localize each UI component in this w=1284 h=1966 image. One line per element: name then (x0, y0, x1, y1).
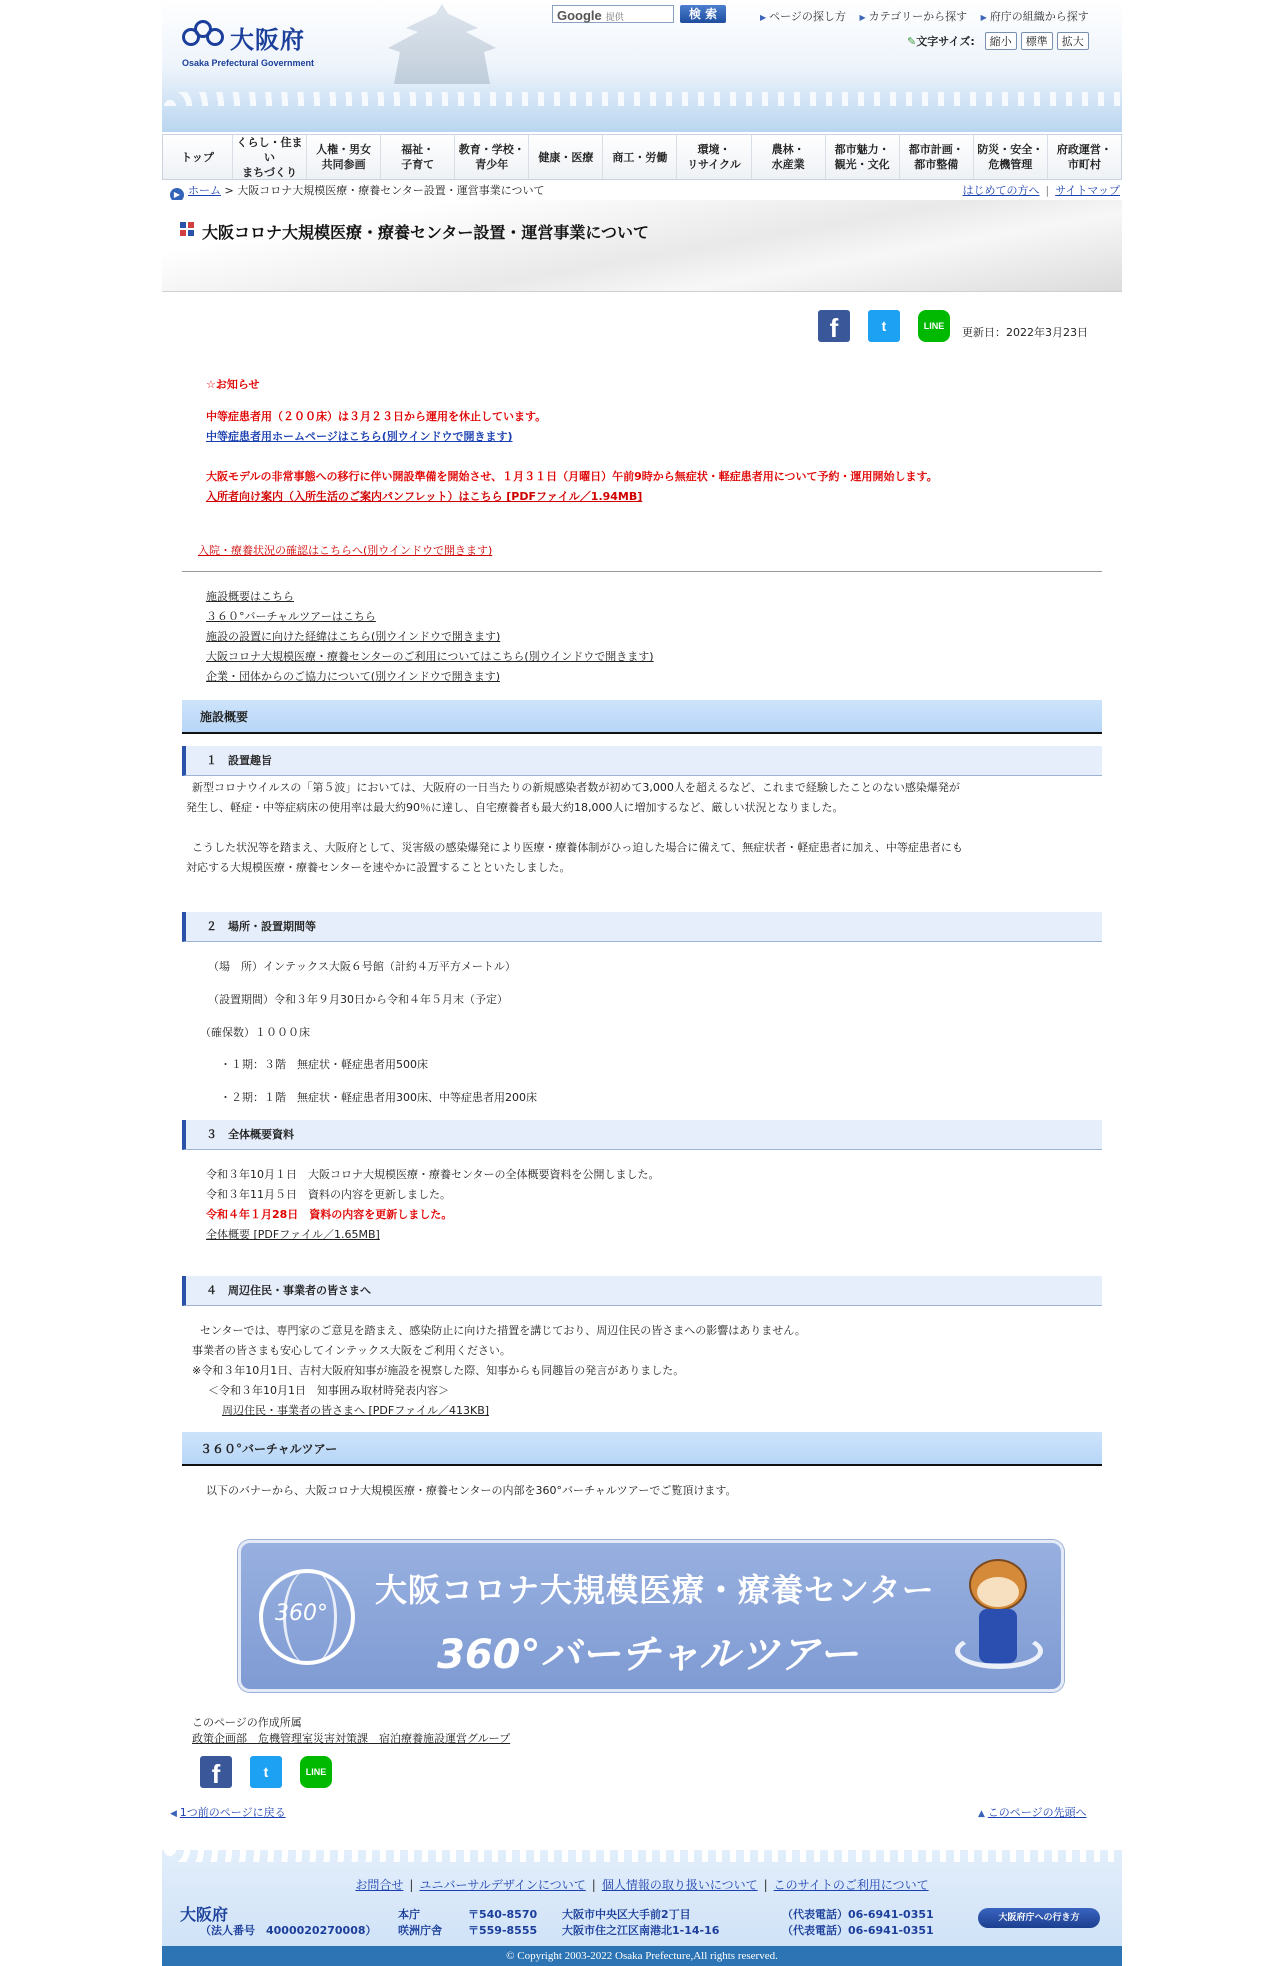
site-footer (162, 1850, 1122, 1966)
banner-title: 大阪コロナ大規模医療・療養センター (375, 1571, 935, 1609)
breadcrumb-current: 大阪コロナ大規模医療・療養センター設置・運営事業について (237, 184, 545, 197)
page-title: 大阪コロナ大規模医療・療養センター設置・運営事業について (202, 223, 650, 242)
breadcrumb (170, 182, 1120, 200)
materials-update-1: 令和３年10月１日 大阪コロナ大規模医療・療養センターの全体概要資料を公開しました。 (206, 1168, 660, 1181)
separator: | (763, 1878, 768, 1892)
nav-item-environment[interactable]: 環境・ リサイクル (677, 135, 751, 179)
residents-line-4: ＜令和３年10月1日 知事囲み取材時発表内容＞ (208, 1384, 449, 1397)
access-button[interactable]: 大阪府庁への行き方 (978, 1908, 1100, 1928)
overview-pdf-link[interactable]: 全体概要 [PDFファイル／1.65MB] (206, 1228, 380, 1241)
location-beds: （確保数）１０００床 (200, 1026, 310, 1039)
font-size-control (907, 32, 1089, 50)
search-input[interactable] (552, 5, 674, 23)
header-wave-decoration (162, 92, 1122, 106)
location-phase-2: ・２期：１階 無症状・軽症患者用300床、中等症患者用200床 (220, 1091, 537, 1104)
nav-item-urban-planning[interactable]: 都市計画・ 都市整備 (900, 135, 974, 179)
footer-org-name: 大阪府 (180, 1905, 229, 1924)
subsection-heading-materials: ３ 全体概要資料 (182, 1120, 1102, 1150)
footer-tel-2: （代表電話）06-6941-0351 (782, 1924, 934, 1937)
virtual-tour-banner[interactable] (238, 1540, 1064, 1692)
nav-item-disaster[interactable]: 防災・安全・ 危機管理 (974, 135, 1048, 179)
purpose-paragraph-1: 新型コロナウイルスの「第５波」においては、大阪府の一日当たりの新規感染者数が初めて3,000人を超えるなど、これまで経験したことのない感染爆発が 発生し、軽症・中等症病床の使用率は最大約90％に達し、自宅療養者も最大約18,000人に増加するなど、厳しい状況となりました。 (186, 781, 960, 814)
purpose-paragraph-2: こうした状況等を踏まえ、大阪府として、災害級の感染爆発により医療・療養体制がひっ迫した場合に備えて、無症状者・軽症患者に加え、中等症患者にも 対応する大規模医療・療養センターを速やかに設置することといたしました。 (186, 841, 963, 874)
author-label: このページの作成所属 (192, 1716, 302, 1729)
materials-update-3: 令和４年１月28日 資料の内容を更新しました。 (206, 1208, 453, 1221)
top-links (760, 8, 1099, 24)
nav-item-health[interactable]: 健康・医療 (529, 135, 603, 179)
materials-update-2: 令和３年11月５日 資料の内容を更新しました。 (206, 1188, 451, 1201)
footer-link-universal-design[interactable]: ユニバーサルデザインについて (419, 1878, 586, 1892)
updated-date: 更新日：2022年3月23日 (962, 326, 1088, 339)
footer-zip-2: 〒559-8555 (468, 1924, 538, 1937)
copyright: © Copyright 2003-2022 Osaka Prefecture,All rights reserved. (162, 1946, 1122, 1966)
triangle-right-icon: ▶ (859, 13, 866, 22)
breadcrumb-home-link[interactable]: ホーム (188, 184, 221, 197)
site-logo[interactable] (182, 18, 342, 74)
title-bar (162, 200, 1122, 292)
page-top-link[interactable]: ▲ このページの先頭へ (978, 1806, 1087, 1819)
footer-link-privacy[interactable]: 個人情報の取り扱いについて (601, 1878, 758, 1892)
google-brand: Google (557, 8, 602, 23)
nav-item-human-rights[interactable]: 人権・男女 共同参画 (307, 135, 381, 179)
nav-item-administration[interactable]: 府政運営・ 市町村 (1048, 135, 1121, 179)
banner-360-label: 360° (275, 1601, 328, 1626)
line-icon[interactable]: LINE (300, 1756, 332, 1788)
page (162, 0, 1122, 1966)
footer-wave-decoration (162, 1850, 1122, 1862)
banner-subtitle: 360°バーチャルツアー (437, 1632, 859, 1678)
font-size-large-button[interactable]: 拡大 (1057, 32, 1089, 50)
back-link[interactable]: ◀ 1つ前のページに戻る (170, 1806, 286, 1819)
footer-link-terms[interactable]: このサイトのご利用について (773, 1878, 929, 1892)
footer-tel-1: （代表電話）06-6941-0351 (782, 1908, 934, 1921)
triangle-up-icon: ▲ (978, 1809, 988, 1819)
subsection-heading-residents: ４ 周辺住民・事業者の皆さまへ (182, 1276, 1102, 1306)
global-nav (162, 134, 1122, 180)
location-phase-1: ・１期：３階 無症状・軽症患者用500床 (220, 1058, 428, 1071)
logo-subtitle: Osaka Prefectural Government (182, 58, 315, 68)
nav-item-top[interactable]: トップ (163, 135, 233, 179)
footer-link-contact[interactable]: お問合せ (355, 1878, 404, 1892)
subsection-heading-purpose: １ 設置趣旨 (182, 746, 1102, 776)
facebook-icon[interactable]: f (200, 1756, 232, 1788)
guide-pdf-link[interactable]: 入所者向け案内（入所生活のご案内パンフレット）はこちら [PDFファイル／1.94MB] (206, 490, 643, 503)
osaka-castle-image (382, 4, 502, 84)
footer-corporate-number: （法人番号 4000020270008） (200, 1924, 377, 1937)
font-size-label: 文字サイズ: (916, 35, 975, 48)
index-link-cooperation[interactable]: 企業・団体からのご協力について(別ウインドウで開きます) (206, 670, 501, 683)
virtual-tour-text: 以下のバナーから、大阪コロナ大規模医療・療養センターの内部を360°バーチャルツアーでご覧頂けます。 (206, 1484, 737, 1497)
moderate-patients-link[interactable]: 中等症患者用ホームページはこちら(別ウインドウで開きます) (206, 430, 513, 443)
facebook-icon[interactable]: f (818, 310, 850, 342)
triangle-right-icon: ▶ (980, 13, 987, 22)
title-squares-icon (180, 222, 194, 236)
index-link-background[interactable]: 施設の設置に向けた経緯はこちら(別ウインドウで開きます) (206, 630, 501, 643)
twitter-icon[interactable]: t (868, 310, 900, 342)
top-link-organization[interactable]: ▶ 府庁の組織から探す (980, 10, 1089, 23)
font-size-normal-button[interactable]: 標準 (1021, 32, 1053, 50)
section-heading-overview: 施設概要 (182, 700, 1102, 734)
index-link-usage[interactable]: 大阪コロナ大規模医療・療養センターのご利用についてはこちら(別ウインドウで開きます) (206, 650, 654, 663)
logo-text: 大阪府 (230, 26, 305, 54)
pen-icon: ✎ (907, 35, 917, 48)
notice-heading: ☆お知らせ (206, 378, 260, 391)
divider (182, 571, 1102, 572)
footer-address-2: 大阪市住之江区南港北1-14-16 (562, 1924, 720, 1937)
site-header (162, 0, 1122, 132)
nav-item-welfare[interactable]: 福祉・ 子育て (381, 135, 455, 179)
location-place: （場 所）インテックス大阪６号館（計約４万平方メートル） (208, 960, 516, 973)
line-icon[interactable]: LINE (918, 310, 950, 342)
breadcrumb-separator: > (221, 184, 238, 197)
notice-line-open: 大阪モデルの非常事態への移行に伴い開設準備を開始させ、１月３１日（月曜日）午前9時から無症状・軽症患者用について予約・運用開始します。 (206, 470, 938, 483)
footer-office-2: 咲洲庁舎 (398, 1924, 442, 1937)
separator: | (591, 1878, 596, 1892)
search-placeholder: 提供 (605, 12, 624, 22)
residents-pdf-link[interactable]: 周辺住民・事業者の皆さまへ [PDFファイル／413KB] (222, 1404, 490, 1417)
author-department-link[interactable]: 政策企画部 危機管理室災害対策課 宿泊療養施設運営グループ (192, 1732, 511, 1745)
section-heading-virtual-tour: ３６０°バーチャルツアー (182, 1432, 1102, 1466)
nav-item-tourism[interactable]: 都市魅力・ 観光・文化 (826, 135, 900, 179)
notice-line-suspended: 中等症患者用（２００床）は３月２３日から運用を休止しています。 (206, 410, 547, 423)
top-link-category[interactable]: ▶ カテゴリーから探す (859, 10, 968, 23)
separator: | (1045, 184, 1050, 197)
nav-item-living[interactable]: くらし・住まい まちづくり (233, 135, 307, 179)
mascot-icon (963, 1559, 1033, 1677)
location-period: （設置期間）令和３年９月30日から令和４年５月末（予定） (208, 993, 508, 1006)
first-time-link[interactable]: はじめての方へ (962, 184, 1040, 197)
utility-links (962, 182, 1120, 198)
residents-line-3: ※令和３年10月1日、吉村大阪府知事が施設を視察した際、知事からも同趣旨の発言がありました。 (192, 1364, 685, 1377)
triangle-right-icon: ▶ (760, 13, 767, 22)
residents-line-1: センターでは、専門家のご意見を踏まえ、感染防止に向けた措置を講じており、周辺住民の皆さまへの影響はありません。 (200, 1324, 806, 1337)
footer-address-1: 大阪市中央区大手前2丁目 (562, 1908, 691, 1921)
arrow-right-circle-icon: ▶ (170, 188, 184, 202)
footer-links (162, 1876, 1122, 1893)
sitemap-link[interactable]: サイトマップ (1055, 184, 1120, 197)
twitter-icon[interactable]: t (250, 1756, 282, 1788)
index-link-virtual-tour[interactable]: ３６０°バーチャルツアーはこちら (206, 610, 376, 623)
footer-zip-1: 〒540-8570 (468, 1908, 538, 1921)
triangle-left-icon: ◀ (170, 1809, 180, 1819)
residents-line-2: 事業者の皆さまも安心してインテックス大阪をご利用ください。 (192, 1344, 511, 1357)
osaka-logo-icon (182, 20, 234, 48)
subsection-heading-location: ２ 場所・設置期間等 (182, 912, 1102, 942)
nav-item-commerce[interactable]: 商工・労働 (603, 135, 677, 179)
status-check-link[interactable]: 入院・療養状況の確認はこちらへ(別ウインドウで開きます) (198, 544, 493, 557)
separator: | (409, 1878, 414, 1892)
nav-item-education[interactable]: 教育・学校・ 青少年 (455, 135, 529, 179)
top-link-how-to-find[interactable]: ▶ ページの探し方 (760, 10, 846, 23)
font-size-small-button[interactable]: 縮小 (985, 32, 1017, 50)
nav-item-agriculture[interactable]: 農林・ 水産業 (752, 135, 826, 179)
index-link-overview[interactable]: 施設概要はこちら (206, 590, 294, 603)
footer-office-1: 本庁 (398, 1908, 420, 1921)
search-button[interactable]: 検 索 (680, 5, 726, 23)
